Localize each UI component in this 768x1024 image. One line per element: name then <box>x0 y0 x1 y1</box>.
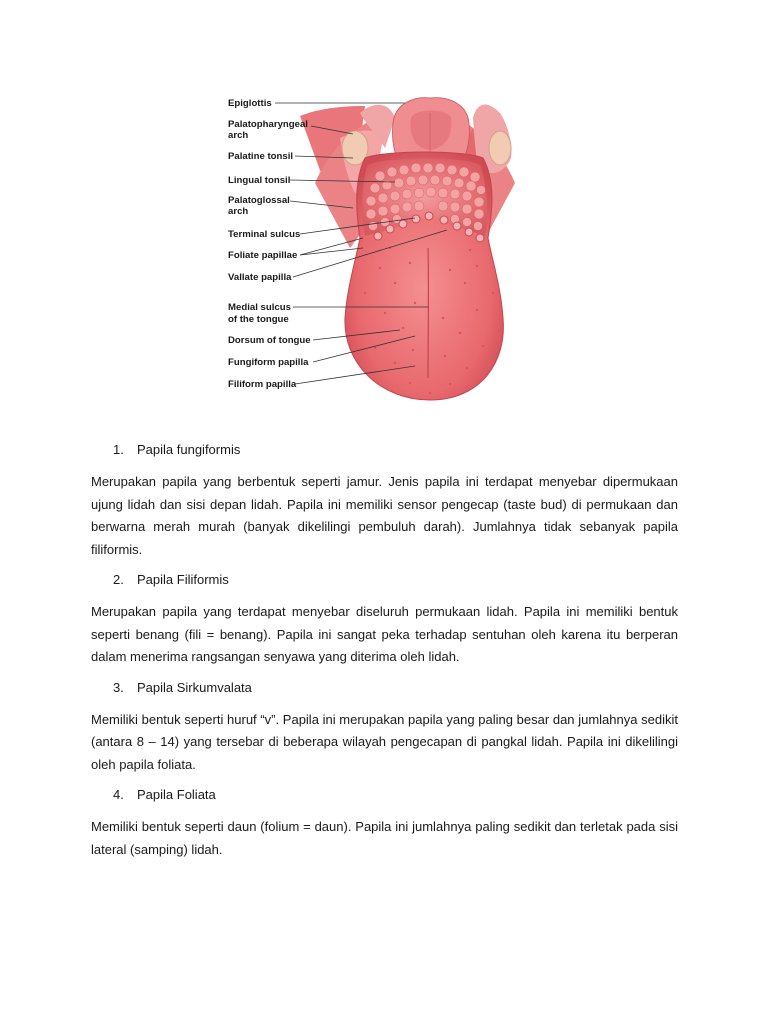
section-1-title: Papila fungiformis <box>137 442 241 457</box>
label-filiform-papilla: Filiform papilla <box>228 379 297 390</box>
section-1-number: 1. <box>113 442 124 457</box>
section-4-title: Papila Foliata <box>137 787 216 802</box>
section-3-heading <box>91 678 678 698</box>
section-4-heading <box>91 785 678 805</box>
label-palatopharyngeal-arch: Palatopharyngeal <box>228 119 308 130</box>
label-terminal-sulcus: Terminal sulcus <box>228 229 301 240</box>
tongue-anatomy-figure <box>215 88 515 408</box>
label-palatopharyngeal-arch-2: arch <box>228 130 249 141</box>
section-4-number: 4. <box>113 787 124 802</box>
tongue-illustration <box>215 88 515 408</box>
label-lingual-tonsil: Lingual tonsil <box>228 175 291 186</box>
section-3-title: Papila Sirkumvalata <box>137 679 252 695</box>
section-1-text: Merupakan papila yang berbentuk seperti jamur. Jenis papila ini terdapat menyebar dipermukaan ujung lidah dan sisi depan lidah. Papila ini memiliki sensor pengecap (taste bud) di permukaan dan berwarna merah murah (banyak dikelilingi pembuluh darah). Jumlahnya tidak sebanyak papila filiformis. <box>91 474 678 557</box>
section-2-text: Merupakan papila yang terdapat menyebar diseluruh permukaan lidah. Papila ini memiliki bentuk seperti benang (fili = benang). Papila ini sangat peka terhadap sentuhan oleh karena itu berperan dalam menerima rangsangan senyawa yang diterima oleh lidah. <box>91 604 678 664</box>
section-2-number: 2. <box>113 572 124 587</box>
label-foliate-papillae: Foliate papillae <box>228 250 298 261</box>
palatine-tonsil-right <box>489 131 511 165</box>
label-palatoglossal-arch-2: arch <box>228 206 249 217</box>
section-3-text: Memiliki bentuk seperti huruf “v”. Papila ini merupakan papila yang paling besar dan jumlahnya sedikit (antara 8 – 14) yang tersebar di beberapa wilayah pengecapan di pangkal lidah. Papila ini dikelilingi oleh papila foliata. <box>91 711 678 772</box>
section-2-heading <box>91 570 678 590</box>
section-4-text: Memiliki bentuk seperti daun (folium = daun). Papila ini jumlahnya paling sedikit dan terletak pada sisi lateral (samping) lidah. <box>91 819 678 857</box>
label-palatine-tonsil: Palatine tonsil <box>228 151 294 162</box>
label-palatoglossal-arch: Palatoglossal <box>228 195 290 206</box>
label-medial-sulcus: Medial sulcus <box>228 302 291 313</box>
label-medial-sulcus-2: of the tongue <box>228 314 289 325</box>
label-dorsum: Dorsum of tongue <box>228 335 311 346</box>
document-body <box>91 440 678 870</box>
section-1-heading <box>91 440 678 460</box>
label-epiglottis: Epiglottis <box>228 98 272 109</box>
label-fungiform-papilla: Fungiform papilla <box>228 357 309 368</box>
label-vallate-papilla: Vallate papilla <box>228 272 292 283</box>
section-2-title: Papila Filiformis <box>137 572 229 587</box>
section-3-number: 3. <box>113 679 124 695</box>
